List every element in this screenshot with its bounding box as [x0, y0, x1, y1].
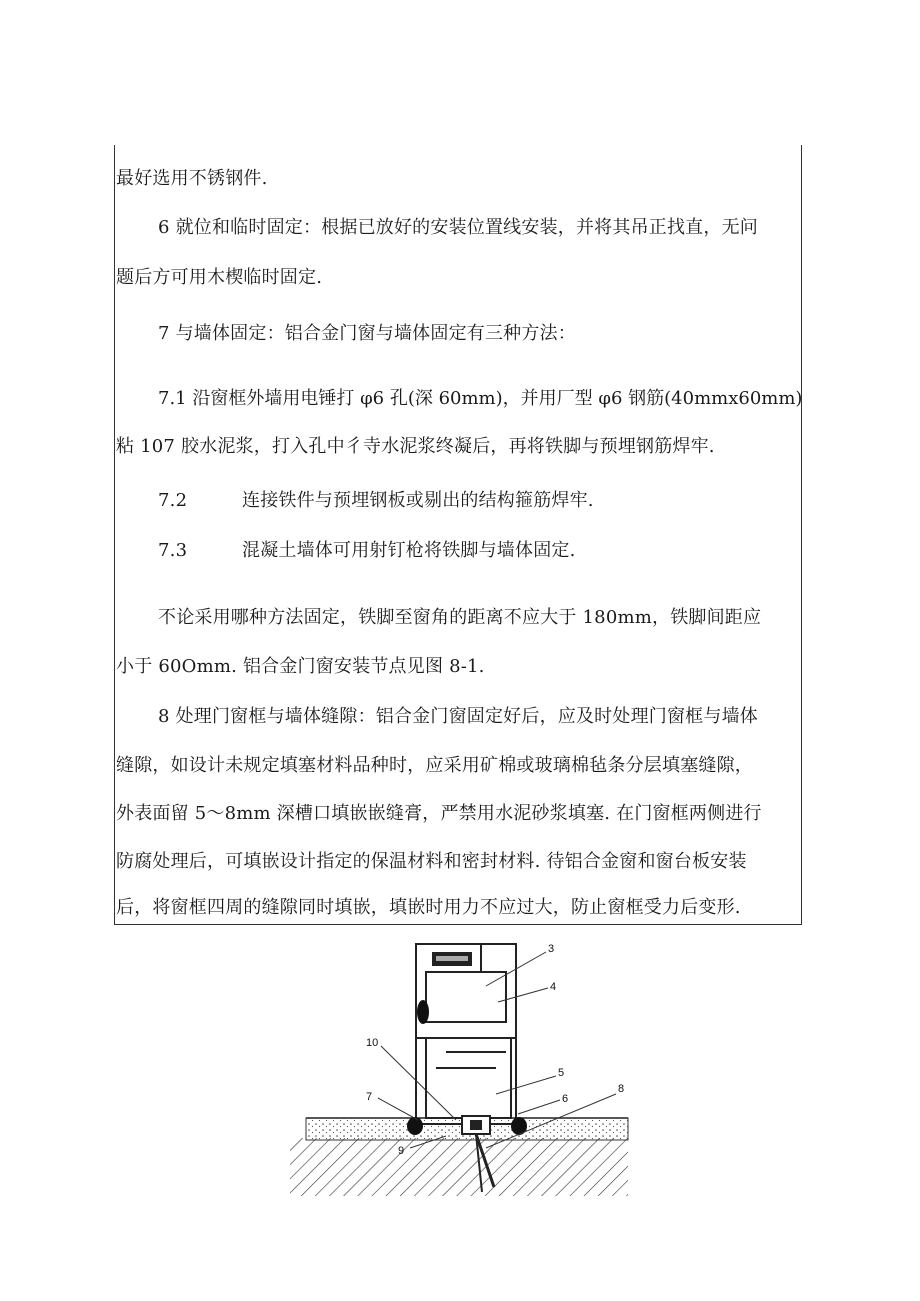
- text-line: 外表面留 5～8mm 深槽口填嵌嵌缝膏，严禁用水泥砂浆填塞. 在门窗框两侧进行: [116, 803, 762, 824]
- label-3: 3: [548, 943, 555, 955]
- text-line: 混凝土墙体可用射钉枪将铁脚与墙体固定.: [242, 540, 576, 561]
- label-4: 4: [550, 981, 557, 993]
- text-line: 连接铁件与预埋钢板或剔出的结构箍筋焊牢.: [242, 490, 594, 511]
- label-8: 8: [618, 1083, 625, 1095]
- text-line: 小于 60Omm. 铝合金门窗安装节点见图 8-1.: [116, 656, 485, 677]
- label-10: 10: [366, 1037, 379, 1049]
- label-9: 9: [398, 1145, 405, 1157]
- window-frame-installation-diagram: [286, 942, 632, 1198]
- text-line: 7 与墙体固定：铝合金门窗与墙体固定有三种方法：: [158, 323, 576, 344]
- text-line: 8 处理门窗框与墙体缝隙：铝合金门窗固定好后，应及时处理门窗框与墙体: [158, 706, 758, 727]
- text-line: 防腐处理后，可填嵌设计指定的保温材料和密封材料. 待铝合金窗和窗台板安装: [116, 851, 747, 872]
- clause-number: 7.2: [158, 490, 188, 511]
- text-line: 不论采用哪种方法固定，铁脚至窗角的距离不应大于 180mm，铁脚间距应: [158, 607, 762, 628]
- clause-number: 7.3: [158, 540, 188, 561]
- text-line: 缝隙，如设计未规定填塞材料品种时，应采用矿棉或玻璃棉毡条分层填塞缝隙，: [116, 755, 753, 776]
- sealant-bead: [417, 1000, 429, 1024]
- text-line: 6 就位和临时固定：根据已放好的安装位置线安装，并将其吊正找直，无问: [158, 217, 758, 238]
- frame-profile: [416, 944, 516, 1124]
- label-5: 5: [558, 1067, 565, 1079]
- text-line: 后，将窗框四周的缝隙同时填嵌，填嵌时用力不应过大，防止窗框受力后变形.: [116, 897, 741, 918]
- text-line: 题后方可用木楔临时固定.: [116, 267, 323, 288]
- label-7: 7: [366, 1091, 373, 1103]
- sealant-bead: [407, 1117, 423, 1135]
- text-line: 粘 107 胶水泥浆，打入孔中彳寺水泥浆终凝后，再将铁脚与预埋钢筋焊牢.: [116, 436, 715, 457]
- text-line: 7.1 沿窗框外墙用电锤打 φ6 孔(深 60mm)，并用厂型 φ6 钢筋(40mmx60mm): [158, 388, 803, 409]
- label-6: 6: [562, 1093, 569, 1105]
- text-line: 最好选用不锈钢件.: [116, 168, 268, 189]
- wall-hatch: [290, 1138, 628, 1196]
